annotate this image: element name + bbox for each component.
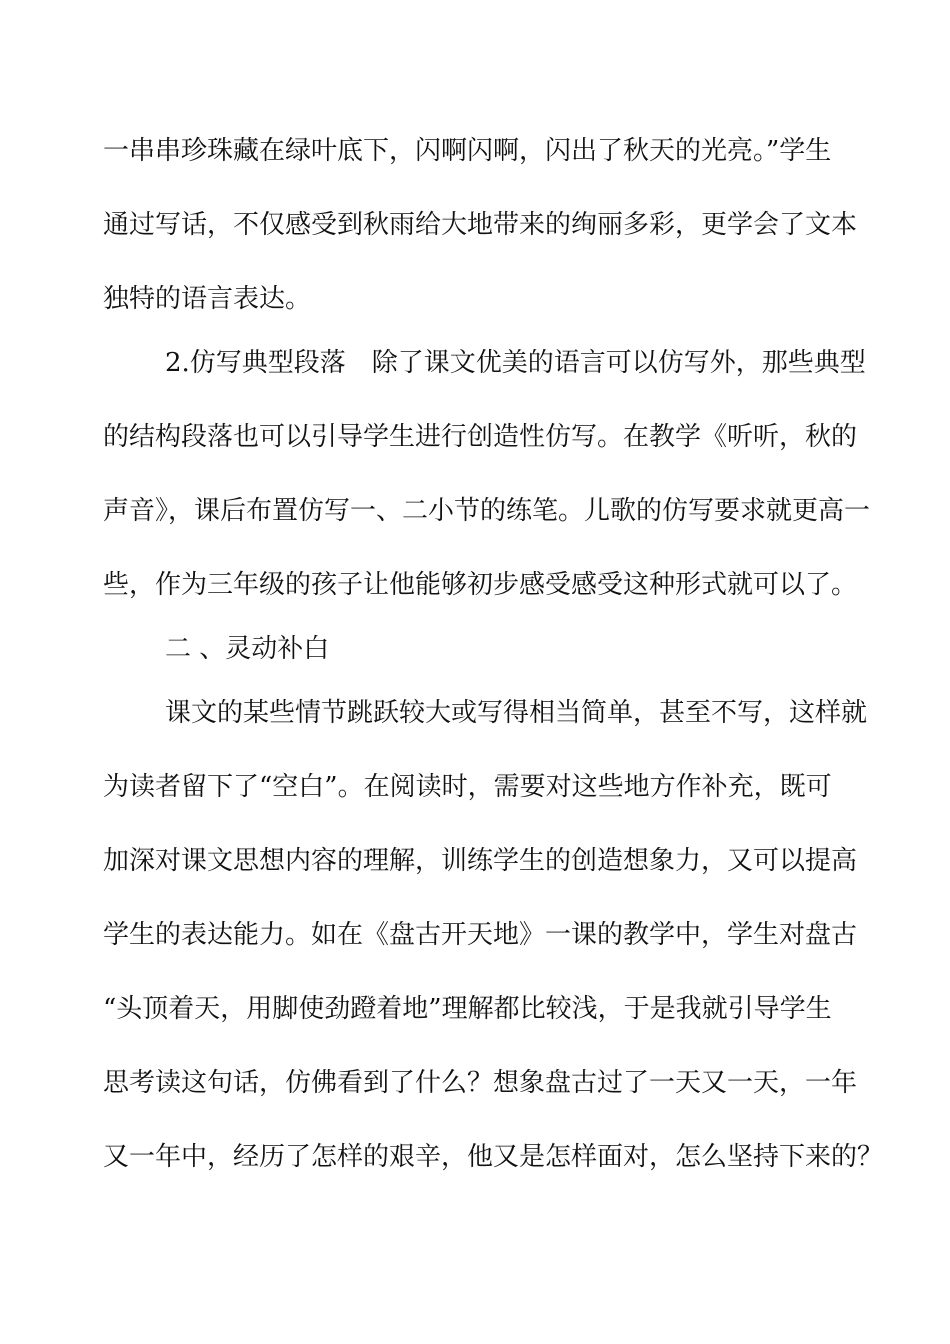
text-line: 一串串珍珠藏在绿叶底下，闪啊闪啊，闪出了秋天的光亮。”学生 — [103, 136, 832, 166]
text-line: 些，作为三年级的孩子让他能够初步感受感受这种形式就可以了。 — [103, 570, 858, 600]
text-line: 为读者留下了“空白”。在阅读时，需要对这些地方作补充，既可 — [103, 772, 832, 802]
text-line: 又一年中，经历了怎样的艰辛，他又是怎样面对，怎么坚持下来的？ — [103, 1142, 884, 1172]
section-heading: 二 、灵动补白 — [165, 634, 330, 664]
text-line: 的结构段落也可以引导学生进行创造性仿写。在教学《听听，秋的 — [103, 422, 858, 452]
text-line: “头顶着天，用脚使劲蹬着地”理解都比较浅，于是我就引导学生 — [103, 994, 832, 1024]
text-line: 思考读这句话，仿佛看到了什么？想象盘古过了一天又一天，一年 — [103, 1068, 858, 1098]
text-line: 通过写话，不仅感受到秋雨给大地带来的绚丽多彩，更学会了文本 — [103, 210, 858, 240]
text-line: 声音》，课后布置仿写一、二小节的练笔。儿歌的仿写要求就更高一 — [103, 496, 871, 526]
text-line: 学生的表达能力。如在《盘古开天地》一课的教学中，学生对盘古 — [103, 920, 858, 950]
section-heading-2: 2.仿写典型段落 除了课文优美的语言可以仿写外，那些典型 — [165, 348, 866, 378]
text-line: 加深对课文思想内容的理解，训练学生的创造想象力，又可以提高 — [103, 846, 858, 876]
text-line: 课文的某些情节跳跃较大或写得相当简单，甚至不写，这样就 — [165, 698, 868, 728]
text-line: 独特的语言表达。 — [103, 284, 312, 314]
